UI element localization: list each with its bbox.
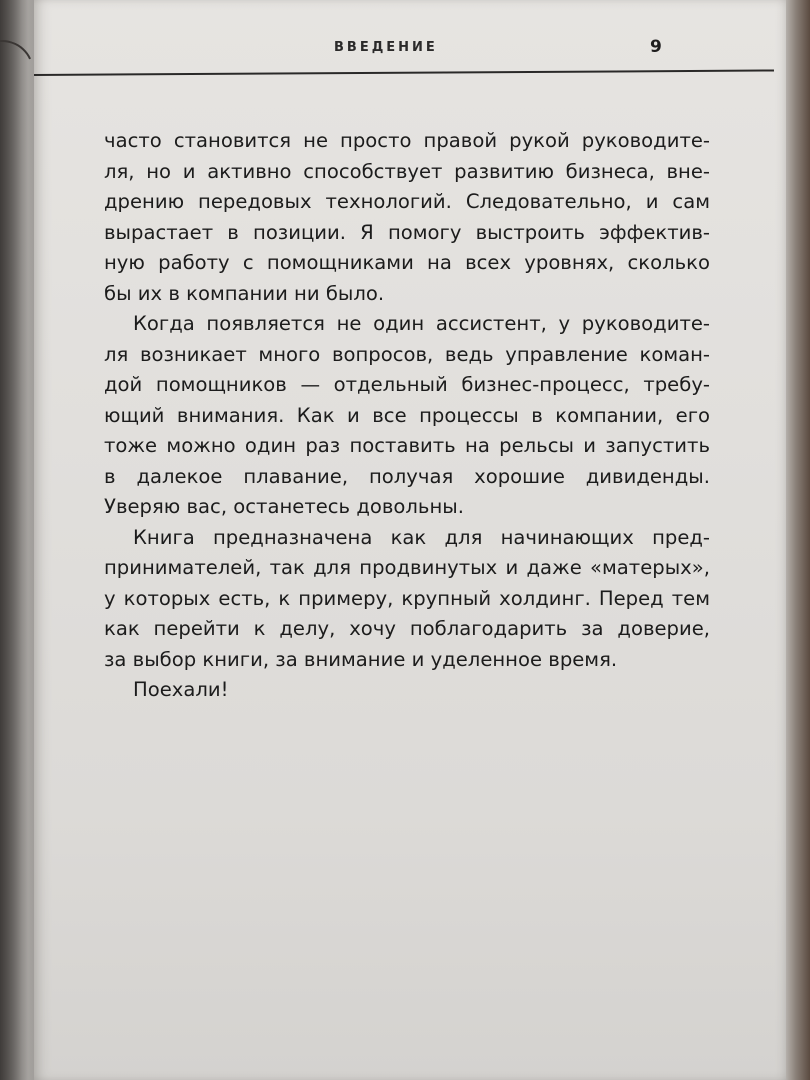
page-number: 9 (650, 37, 662, 57)
text-line: дрению передовых технологий. Следовательно, и сам (104, 190, 710, 213)
text-line: часто становится не просто правой рукой руководите- (104, 129, 710, 152)
paragraph-1 (104, 126, 710, 309)
text-line: вырастает в позиции. Я помогу выстроить эффектив- (104, 220, 710, 244)
text-line: в далекое плавание, получая хорошие дивиденды. (104, 464, 710, 488)
text-line: ля, но и активно способствует развитию бизнеса, вне- (104, 159, 710, 183)
text-line: как перейти к делу, хочу поблагодарить за доверие, (104, 617, 710, 640)
paragraph-2 (104, 309, 710, 523)
paragraph-4 (104, 675, 710, 706)
text-line: бы их в компании ни было. (104, 281, 385, 305)
text-line: ную работу с помощниками на всех уровнях, сколько (104, 251, 710, 274)
text-line: Книга предназначена как для начинающих пред- (133, 525, 710, 549)
text-line: за выбор книги, за внимание и уделенное время. (104, 647, 618, 671)
text-line: ля возникает много вопросов, ведь управление коман- (104, 342, 710, 366)
text-line: у которых есть, к примеру, крупный холдинг. Перед тем (104, 586, 710, 610)
paragraph-3 (104, 523, 710, 676)
header-rule (34, 69, 774, 76)
text-line: дой помощников — отдельный бизнес-процесс, требу- (104, 373, 710, 396)
text-line: тоже можно один раз поставить на рельсы и запустить (104, 434, 710, 457)
book-page (34, 0, 786, 1080)
text-line: принимателей, так для продвинутых и даже «матерых», (104, 556, 710, 579)
text-line: Уверяю вас, останетесь довольны. (104, 495, 464, 518)
running-head: ВВЕДЕНИЕ (334, 40, 438, 55)
text-line: ющий внимания. Как и все процессы в компании, его (104, 403, 710, 427)
body-text (104, 126, 710, 706)
text-line: Когда появляется не один ассистент, у руководите- (133, 312, 710, 335)
text-line: Поехали! (133, 678, 229, 701)
